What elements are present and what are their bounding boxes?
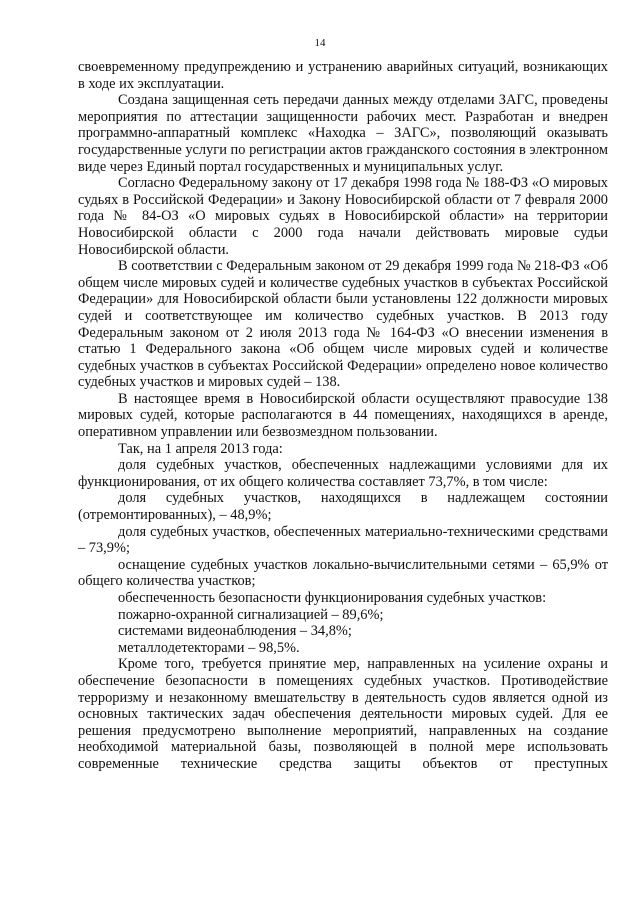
list-item-video-surveillance: системами видеонаблюдения – 34,8%; xyxy=(118,623,352,640)
list-item-fire-alarm: пожарно-охранной сигнализацией – 89,6%; xyxy=(118,606,384,623)
list-item-metal-detectors: металлодетекторами – 98,5%. xyxy=(118,639,300,656)
paragraph-security-measures: Кроме того, требуется принятие мер, направленных на усиление охраны и обеспечение безопасности в помещениях судебных участков. Противодействие терроризму и незаконному вмешательству в деятельность судов является одной из основных тактических задач обеспечения деятельности мировых судей. Для ее решения предусмотрено выполнение мероприятий, направленных на создание необходимой материальной базы, позволяющей в полной мере использовать современные технические средства защиты объектов от преступных xyxy=(78,656,608,772)
list-item-network-equipment: оснащение судебных участков локально-вычислительными сетями – 65,9% от общего количества участков; xyxy=(78,556,608,590)
list-item-security-header: обеспеченность безопасности функционирования судебных участков: xyxy=(118,590,547,606)
paragraph-federal-law-218: В соответствии с Федеральным законом от 29 декабря 1999 года № 218-ФЗ «Об общем числе мировых судей и количестве судебных участков в субъектах Российской Федерации» для Новосибирской области были установлены 122 должности мировых судей и соответствующее им количество судебных участков. В 2013 году Федеральным законом от 2 июля 2013 года № 164-ФЗ «О внесении изменения в статью 1 Федерального закона «Об общем числе мировых судей и количестве судебных участков в субъектах Российской Федерации» определено новое количество судебных участков и мировых судей – 138. xyxy=(78,258,608,391)
list-item-share-repaired: доля судебных участков, находящихся в надлежащем состоянии (отремонтированных), – 48,9%; xyxy=(78,490,608,524)
paragraph-federal-law-188: Согласно Федеральному закону от 17 декабря 1998 года № 188-ФЗ «О мировых судьях в Российской Федерации» и Закону Новосибирской области от 7 февраля 2000 года № 84-ОЗ «О мировых судьях в Новосибирской области» на территории Новосибирской области с 2000 года начали действовать мировые судьи Новосибирской области. xyxy=(78,175,608,258)
paragraph-april-2013: Так, на 1 апреля 2013 года: xyxy=(118,440,283,457)
paragraph-continuation: своевременному предупреждению и устранению аварийных ситуаций, возникающих в ходе их эксплуатации. xyxy=(78,59,608,92)
page-number: 14 xyxy=(314,37,326,49)
list-item-share-provided: доля судебных участков, обеспеченных надлежащими условиями для их функционирования, от их общего количества составляет 73,7%, в том числе: xyxy=(78,457,608,490)
paragraph-current-judges: В настоящее время в Новосибирской области осуществляют правосудие 138 мировых судей, которые располагаются в 44 помещениях, находящихся в аренде, оперативном управлении или безвозмездном пользовании. xyxy=(78,390,608,441)
list-item-share-equipment: доля судебных участков, обеспеченных материально-техническими средствами – 73,9%; xyxy=(78,523,608,557)
document-body xyxy=(78,59,608,773)
paragraph-zags-network: Создана защищенная сеть передачи данных между отделами ЗАГС, проведены мероприятия по аттестации защищенности рабочих мест. Разработан и внедрен программно-аппаратный комплекс «Находка – ЗАГС», позволяющий оказывать государственные услуги по регистрации актов гражданского состояния в электронном виде через Единый портал государственных и муниципальных услуг. xyxy=(78,92,608,175)
